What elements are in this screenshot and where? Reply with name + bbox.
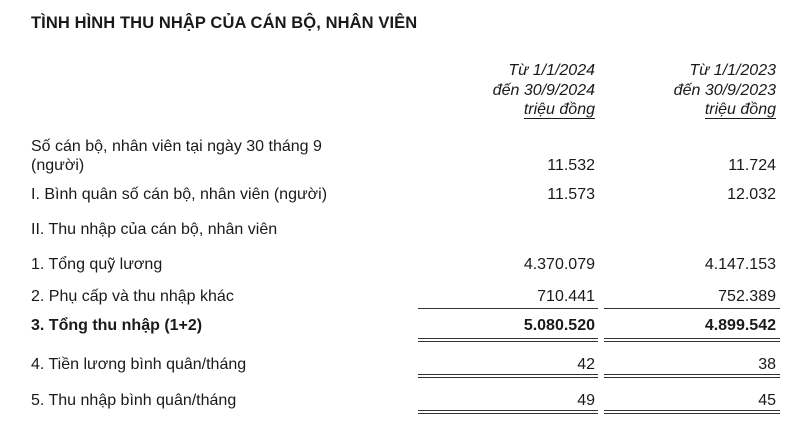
row-label [31, 137, 391, 175]
total-double-rule-bottom-2023 [604, 341, 780, 342]
row-value-2023: 752.389 [718, 288, 776, 305]
total-double-rule-top-2024 [418, 338, 598, 339]
row-value-2024: 11.532 [547, 157, 595, 174]
row-label: 1. Tổng quỹ lương [31, 256, 163, 273]
salary-double-rule-top-2023 [604, 374, 780, 375]
row-value-2024: 49 [577, 392, 595, 409]
row-label: 2. Phụ cấp và thu nhập khác [31, 288, 234, 305]
row-label: 4. Tiền lương bình quân/tháng [31, 356, 247, 373]
row-label: I. Bình quân số cán bộ, nhân viên (người) [31, 186, 328, 203]
income-double-rule-top-2024 [418, 410, 598, 411]
salary-double-rule-top-2024 [418, 374, 598, 375]
income-double-rule-bottom-2024 [418, 413, 598, 414]
row-label-line2: (người) [31, 157, 85, 174]
salary-double-rule-bottom-2023 [604, 377, 780, 378]
row-value-2023: 4.147.153 [704, 256, 776, 273]
column-header-2024-unit: triệu đồng [523, 101, 595, 118]
total-double-rule-top-2023 [604, 338, 780, 339]
column-header-2023-period-start: Từ 1/1/2023 [689, 62, 776, 79]
column-header-2023 [576, 61, 776, 120]
row-value-2023: 11.724 [728, 157, 776, 174]
column-header-2023-unit: triệu đồng [704, 101, 776, 118]
income-double-rule-top-2023 [604, 410, 780, 411]
row-value-2024: 4.370.079 [523, 256, 595, 273]
row-value-2023: 45 [758, 392, 776, 409]
row-value-2023: 4.899.542 [704, 317, 776, 334]
column-header-2024 [395, 61, 595, 120]
subtotal-rule-2024 [418, 308, 598, 309]
subtotal-rule-2023 [604, 308, 780, 309]
column-header-2023-period-end: đến 30/9/2023 [673, 81, 776, 99]
row-label-line1: Số cán bộ, nhân viên tại ngày 30 tháng 9 [31, 138, 322, 155]
column-header-2024-period-end: đến 30/9/2024 [492, 81, 595, 99]
row-value-2024: 42 [577, 356, 595, 373]
row-label: 5. Thu nhập bình quân/tháng [31, 392, 237, 409]
income-double-rule-bottom-2023 [604, 413, 780, 414]
row-value-2023: 38 [758, 356, 776, 373]
column-header-2024-period-start: Từ 1/1/2024 [508, 62, 595, 79]
row-value-2024: 11.573 [547, 186, 595, 203]
row-label: 3. Tổng thu nhập (1+2) [31, 317, 203, 334]
report-title: TÌNH HÌNH THU NHẬP CỦA CÁN BỘ, NHÂN VIÊN [31, 14, 418, 32]
row-value-2024: 5.080.520 [523, 317, 595, 334]
row-value-2023: 12.032 [727, 186, 776, 203]
total-double-rule-bottom-2024 [418, 341, 598, 342]
row-label: II. Thu nhập của cán bộ, nhân viên [31, 221, 278, 238]
salary-double-rule-bottom-2024 [418, 377, 598, 378]
row-value-2024: 710.441 [537, 288, 595, 305]
